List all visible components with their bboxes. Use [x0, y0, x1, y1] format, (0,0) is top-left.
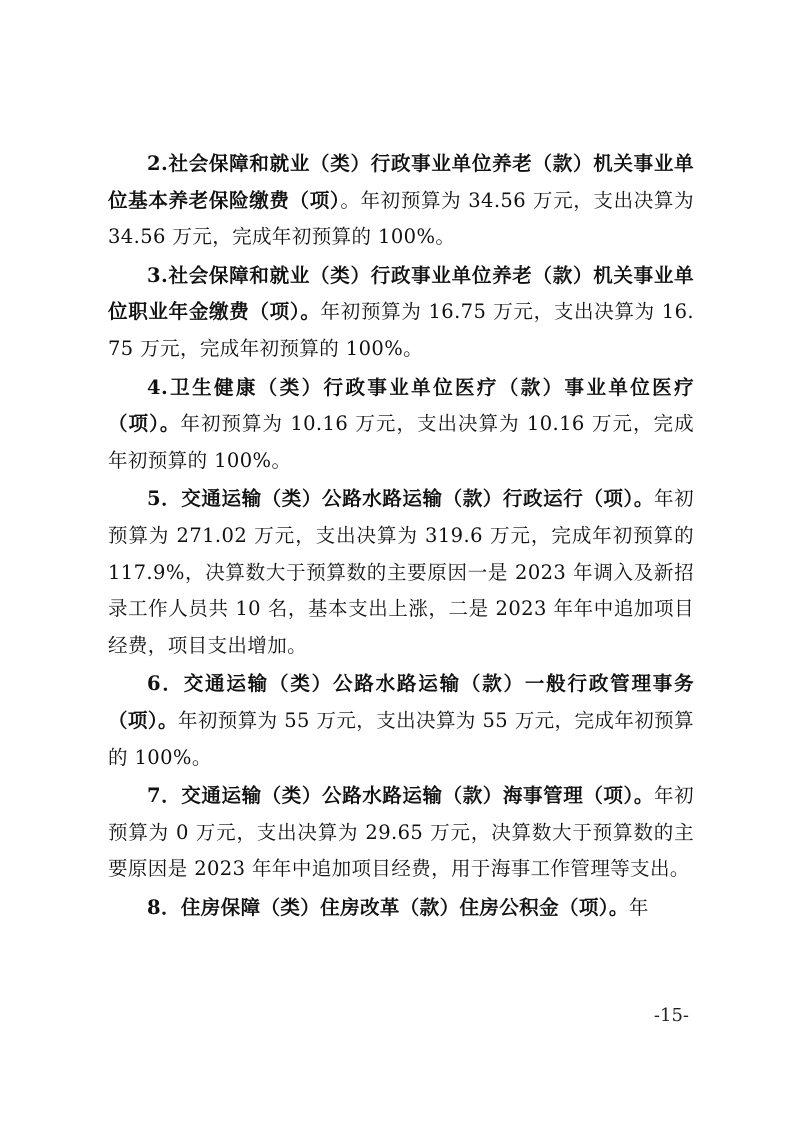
paragraph-heading: 8．住房保障（类）住房改革（款）住房公积金（项）。	[147, 895, 629, 919]
page-number: -15-	[653, 1005, 689, 1026]
paragraph-heading: 7．交通运输（类）公路水路运输（款）海事管理（项）。	[147, 784, 654, 808]
paragraph-item-8	[108, 890, 694, 927]
paragraph-item-7	[108, 778, 694, 888]
paragraph-heading: 3.社会保障和就业（类）行政事业单位养老（款）机关事业单位职业年金缴费（项）。	[108, 263, 694, 324]
paragraph-heading: 5．交通运输（类）公路水路运输（款）行政运行（项）。	[147, 487, 654, 511]
paragraph-text: 年	[628, 895, 649, 919]
paragraph-text: 年初预算为 10.16 万元，支出决算为 10.16 万元，完成年初预算的 100%。	[108, 412, 694, 472]
paragraph-heading: 4.卫生健康（类）行政事业单位医疗（款）事业单位医疗（项）。	[108, 375, 694, 436]
paragraph-item-5	[108, 481, 694, 664]
paragraph-item-4	[108, 370, 694, 480]
paragraph-item-3	[108, 258, 694, 368]
paragraph-item-6	[108, 666, 694, 776]
paragraph-text: 年初预算为 0 万元，支出决算为 29.65 万元，决算数大于预算数的主要原因是 2023 年年中追加项目经费，用于海事工作管理等支出。	[108, 784, 695, 881]
paragraph-text: 年初预算为 271.02 万元，支出决算为 319.6 万元，完成年初预算的 117.9%，决算数大于预算数的主要原因一是 2023 年调入及新招录工作人员共 10 名，基本支出上涨，二是 2023 年年中追加项目经费，项目支出增加。	[108, 487, 695, 657]
paragraph-text: 年初预算为 55 万元，支出决算为 55 万元，完成年初预算的 100%。	[108, 708, 694, 769]
paragraph-heading: 6．交通运输（类）公路水路运输（款）一般行政管理事务（项）。	[108, 672, 694, 732]
paragraph-text: 。年初预算为 34.56 万元，支出决算为 34.56 万元，完成年初预算的 100%。	[108, 188, 694, 249]
paragraph-heading: 2.社会保障和就业（类）行政事业单位养老（款）机关事业单位基本养老保险缴费（项）	[108, 152, 694, 212]
document-body	[108, 146, 694, 928]
paragraph-item-2	[108, 146, 694, 256]
paragraph-text: 年初预算为 16.75 万元，支出决算为 16.75 万元，完成年初预算的 100%。	[108, 300, 694, 360]
